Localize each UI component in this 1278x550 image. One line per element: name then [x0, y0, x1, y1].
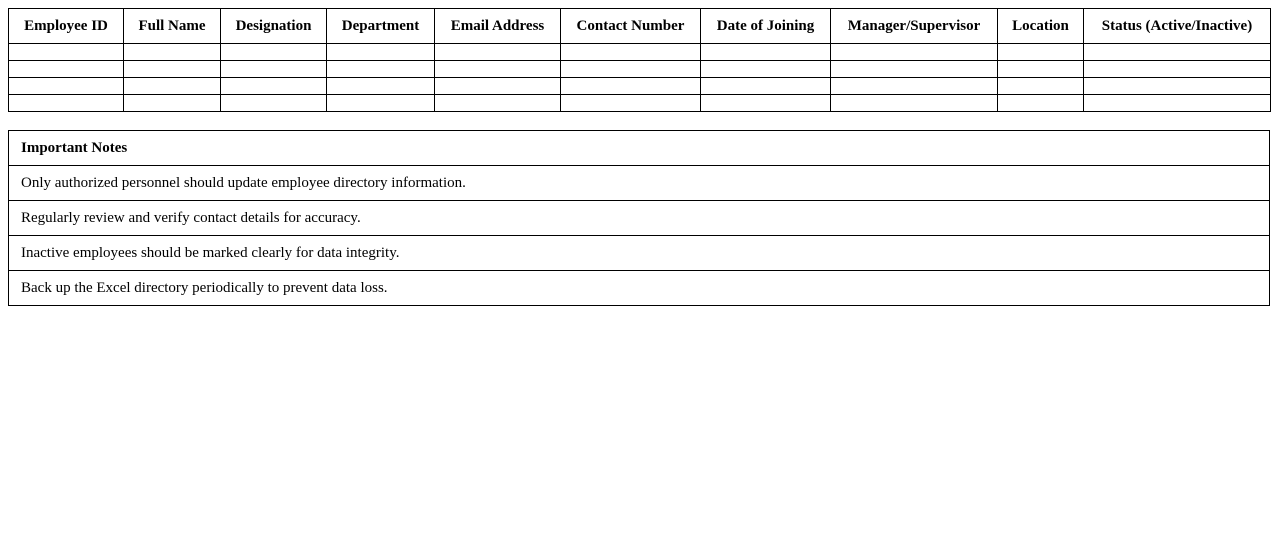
table-cell[interactable]	[327, 78, 435, 95]
table-cell[interactable]	[998, 61, 1084, 78]
column-header-email-address: Email Address	[435, 9, 561, 44]
table-cell[interactable]	[435, 61, 561, 78]
table-header-row	[9, 9, 1271, 44]
column-header-status: Status (Active/Inactive)	[1084, 9, 1271, 44]
table-cell[interactable]	[831, 95, 998, 112]
note-item: Regularly review and verify contact details for accuracy.	[9, 201, 1270, 236]
column-header-department: Department	[327, 9, 435, 44]
table-cell[interactable]	[9, 78, 124, 95]
table-cell[interactable]	[701, 78, 831, 95]
important-notes-table	[8, 130, 1270, 306]
note-item: Back up the Excel directory periodically to prevent data loss.	[9, 271, 1270, 306]
table-cell[interactable]	[435, 44, 561, 61]
table-cell[interactable]	[435, 78, 561, 95]
table-cell[interactable]	[9, 95, 124, 112]
note-item: Only authorized personnel should update employee directory information.	[9, 166, 1270, 201]
column-header-manager-supervisor: Manager/Supervisor	[831, 9, 998, 44]
notes-header-row	[9, 131, 1270, 166]
table-row	[9, 78, 1271, 95]
column-header-designation: Designation	[221, 9, 327, 44]
table-cell[interactable]	[9, 61, 124, 78]
table-cell[interactable]	[327, 44, 435, 61]
table-cell[interactable]	[221, 44, 327, 61]
table-cell[interactable]	[831, 44, 998, 61]
table-cell[interactable]	[124, 78, 221, 95]
note-row	[9, 271, 1270, 306]
note-row	[9, 201, 1270, 236]
table-row	[9, 95, 1271, 112]
table-cell[interactable]	[998, 44, 1084, 61]
column-header-location: Location	[998, 9, 1084, 44]
table-row	[9, 44, 1271, 61]
column-header-contact-number: Contact Number	[561, 9, 701, 44]
table-cell[interactable]	[1084, 78, 1271, 95]
table-cell[interactable]	[998, 95, 1084, 112]
table-cell[interactable]	[124, 95, 221, 112]
table-row	[9, 61, 1271, 78]
note-item: Inactive employees should be marked clearly for data integrity.	[9, 236, 1270, 271]
table-cell[interactable]	[701, 61, 831, 78]
table-cell[interactable]	[435, 95, 561, 112]
table-cell[interactable]	[1084, 61, 1271, 78]
table-cell[interactable]	[327, 61, 435, 78]
table-cell[interactable]	[998, 78, 1084, 95]
table-cell[interactable]	[221, 78, 327, 95]
column-header-full-name: Full Name	[124, 9, 221, 44]
table-cell[interactable]	[327, 95, 435, 112]
table-cell[interactable]	[221, 95, 327, 112]
table-cell[interactable]	[9, 44, 124, 61]
table-cell[interactable]	[561, 61, 701, 78]
table-cell[interactable]	[221, 61, 327, 78]
table-cell[interactable]	[701, 44, 831, 61]
table-cell[interactable]	[701, 95, 831, 112]
table-cell[interactable]	[1084, 95, 1271, 112]
table-cell[interactable]	[831, 78, 998, 95]
table-cell[interactable]	[561, 95, 701, 112]
column-header-employee-id: Employee ID	[9, 9, 124, 44]
note-row	[9, 236, 1270, 271]
note-row	[9, 166, 1270, 201]
notes-heading: Important Notes	[9, 131, 1270, 166]
employee-directory-table	[8, 8, 1271, 112]
table-cell[interactable]	[561, 44, 701, 61]
table-cell[interactable]	[124, 61, 221, 78]
column-header-date-of-joining: Date of Joining	[701, 9, 831, 44]
table-cell[interactable]	[1084, 44, 1271, 61]
table-cell[interactable]	[831, 61, 998, 78]
table-cell[interactable]	[561, 78, 701, 95]
table-cell[interactable]	[124, 44, 221, 61]
